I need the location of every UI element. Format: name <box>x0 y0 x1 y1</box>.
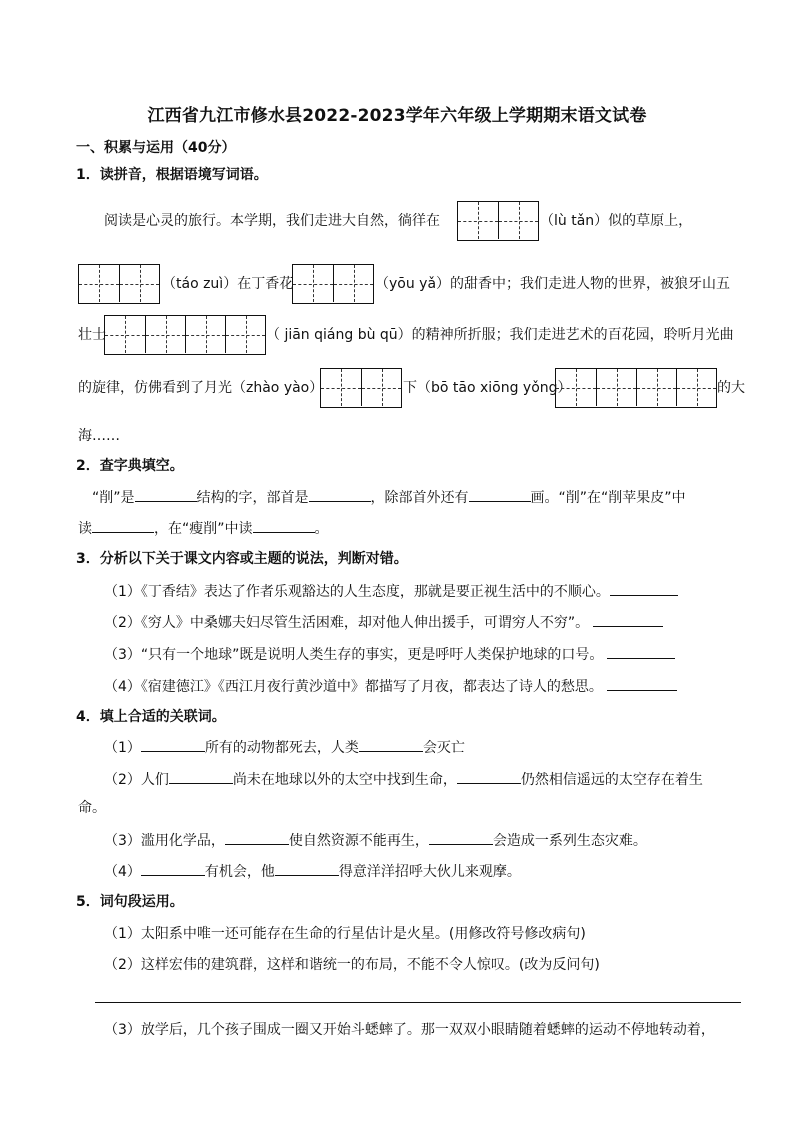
q3-heading: 3．分析以下关于课文内容或主题的说法，判断对错。 <box>76 551 408 567</box>
q4-text: （3）滥用化学品， <box>104 833 225 849</box>
q4-item <box>104 830 647 851</box>
q3-item-text: （2）《穷人》中桑娜夫妇尽管生活困难，却对他人伸出援手，可谓穷人不穷”。 <box>104 615 590 631</box>
q2-line1 <box>92 487 686 508</box>
q3-item <box>104 581 678 602</box>
q1-pinyin: 下（bō tāo xiōng yǒng） <box>403 380 572 396</box>
answer-blank[interactable] <box>169 769 233 784</box>
answer-blank[interactable] <box>469 487 531 502</box>
q4-text: 有机会，他 <box>204 864 275 880</box>
answer-line[interactable] <box>95 1002 741 1003</box>
q4-text: 得意洋洋招呼大伙儿来观摩。 <box>338 864 521 880</box>
q3-item-text: （3）“只有一个地球”既是说明人类生存的事实，更是呼吁人类保护地球的口号。 <box>104 647 604 663</box>
q2-line2 <box>78 518 329 539</box>
q1-pinyin: （lù tǎn）似的草原上， <box>540 213 693 229</box>
q4-text: （1） <box>104 740 141 756</box>
answer-blank[interactable] <box>253 518 315 533</box>
answer-blank[interactable] <box>429 830 493 845</box>
answer-blank[interactable] <box>225 830 289 845</box>
answer-grid[interactable] <box>555 368 717 408</box>
q2-heading: 2．查字典填空。 <box>76 458 184 474</box>
answer-grid[interactable] <box>104 315 266 355</box>
answer-blank[interactable] <box>141 737 205 752</box>
q4-text: 尚未在地球以外的太空中找到生命， <box>232 772 457 788</box>
page-title: 江西省九江市修水县2022-2023学年六年级上学期期末语文试卷 <box>147 106 647 126</box>
q1-line4-end: 的大 <box>717 380 745 396</box>
q3-item <box>104 612 663 633</box>
section-heading: 一、积累与运用（40分） <box>76 140 236 156</box>
q4-text: 仍然相信遥远的太空存在着生 <box>520 772 703 788</box>
q3-item <box>104 676 677 697</box>
answer-grid[interactable] <box>457 201 539 241</box>
q3-item-text: （1）《丁香结》表达了作者乐观豁达的人生态度，那就是要正视生活中的不顺心。 <box>104 584 610 600</box>
q1-line3-text: 壮士 <box>78 327 106 343</box>
answer-blank[interactable] <box>607 644 675 659</box>
answer-blank[interactable] <box>275 861 339 876</box>
answer-grid[interactable] <box>78 264 160 304</box>
q5-item: （1）太阳系中唯一还可能存在生命的行星估计是火星。(用修改符号修改病句) <box>104 926 586 942</box>
q1-line4-text: 的旋律，仿佛看到了月光（zhào yào） <box>78 380 324 396</box>
answer-blank[interactable] <box>457 769 521 784</box>
answer-blank[interactable] <box>593 612 663 627</box>
q4-item <box>104 769 703 790</box>
q2-text: ，除部首外还有 <box>370 490 469 506</box>
answer-blank[interactable] <box>610 581 678 596</box>
q2-text: ，在“瘦削”中读 <box>154 521 253 537</box>
q5-item: （3）放学后，几个孩子围成一圈又开始斗蟋蟀了。那一双双小眼睛随着蟋蟀的运动不停地转动着， <box>104 1022 715 1038</box>
q2-text: 。 <box>314 521 329 537</box>
q1-pinyin: （táo zuì）在丁香花 <box>162 276 294 292</box>
q4-text: 会造成一系列生态灾难。 <box>492 833 647 849</box>
q4-text: 会灭亡 <box>422 740 465 756</box>
q5-item: （2）这样宏伟的建筑群，这样和谐统一的布局，不能不令人惊叹。(改为反问句) <box>104 957 600 973</box>
answer-blank[interactable] <box>607 676 677 691</box>
q4-item <box>104 861 521 882</box>
q4-item <box>104 737 465 758</box>
q1-pinyin: （yōu yǎ）的甜香中；我们走进人物的世界，被狼牙山五 <box>375 276 731 292</box>
q2-text: 画。“削”在“削苹果皮”中 <box>530 490 686 506</box>
answer-blank[interactable] <box>135 487 197 502</box>
q3-item-text: （4）《宿建德江》《西江月夜行黄沙道中》都描写了月夜，都表达了诗人的愁思。 <box>104 679 603 695</box>
q2-text: 结构的字，部首是 <box>196 490 309 506</box>
q2-text: 读 <box>78 521 92 537</box>
answer-grid[interactable] <box>292 264 374 304</box>
q1-heading: 1．读拼音，根据语境写词语。 <box>76 167 268 183</box>
q1-line5-text: 海…… <box>78 428 120 444</box>
q4-text: 使自然资源不能再生， <box>288 833 429 849</box>
answer-blank[interactable] <box>309 487 371 502</box>
q5-heading: 5．词句段运用。 <box>76 894 184 910</box>
q4-item-wrap: 命。 <box>78 800 106 816</box>
q3-item <box>104 644 675 665</box>
answer-blank[interactable] <box>359 737 423 752</box>
q1-line1-text: 阅读是心灵的旅行。本学期，我们走进大自然，徜徉在 <box>104 213 440 229</box>
q4-heading: 4．填上合适的关联词。 <box>76 709 226 725</box>
q2-text: “削”是 <box>92 490 135 506</box>
q4-text: （2）人们 <box>104 772 169 788</box>
q4-text: 所有的动物都死去，人类 <box>204 740 359 756</box>
answer-blank[interactable] <box>92 518 154 533</box>
q4-text: （4） <box>104 864 141 880</box>
answer-grid[interactable] <box>320 368 402 408</box>
answer-blank[interactable] <box>141 861 205 876</box>
q1-pinyin: （ jiān qiáng bù qū）的精神所折服；我们走进艺术的百花园，聆听月光曲 <box>266 327 734 343</box>
